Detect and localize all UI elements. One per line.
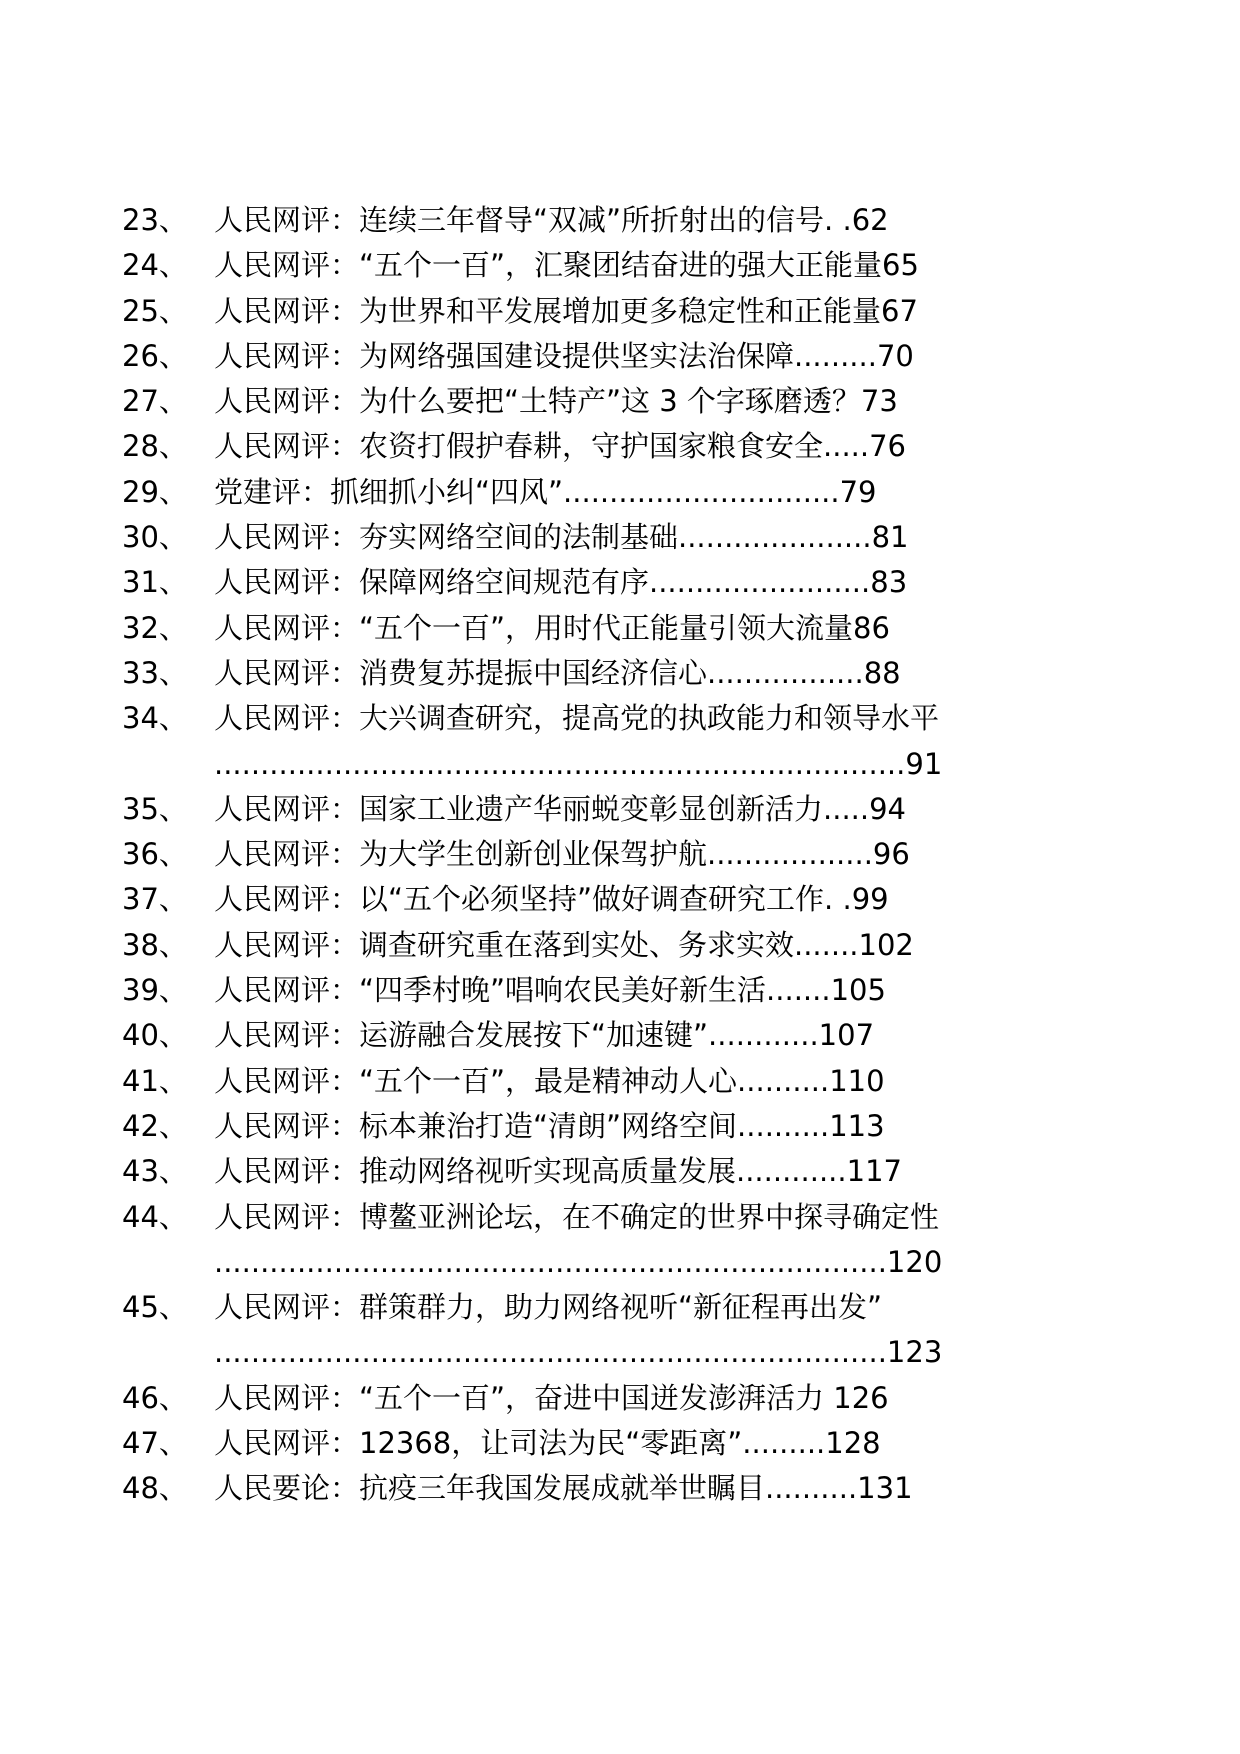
toc-entry-number: 43、 bbox=[122, 1154, 188, 1189]
toc-entry-title-line: 人民要论：抗疫三年我国发展成就举世瞩目..........131 bbox=[214, 1471, 913, 1506]
toc-entry-title-line: 人民网评：为世界和平发展增加更多稳定性和正能量67 bbox=[214, 293, 918, 328]
toc-entry-title bbox=[214, 1285, 1076, 1376]
toc-entry[interactable] bbox=[122, 1104, 1082, 1149]
toc-entry-title-line: 人民网评：连续三年督导“双减”所折射出的信号. .62 bbox=[214, 203, 889, 237]
toc-entry-number: 40、 bbox=[122, 1018, 188, 1053]
toc-entry-title bbox=[214, 1149, 1076, 1194]
toc-entry[interactable] bbox=[122, 923, 1082, 968]
toc-entry-number: 44、 bbox=[122, 1199, 188, 1234]
toc-entry-title bbox=[214, 1466, 1076, 1511]
toc-entry[interactable] bbox=[122, 560, 1082, 605]
toc-entry-title-line: 人民网评：为什么要把“土特产”这 3 个字琢磨透？73 bbox=[214, 384, 898, 419]
toc-entry-title bbox=[214, 1376, 1076, 1421]
toc-entry[interactable] bbox=[122, 832, 1082, 877]
toc-entry[interactable] bbox=[122, 198, 1082, 243]
toc-entry[interactable] bbox=[122, 1421, 1082, 1466]
toc-entry-title-line: 人民网评：国家工业遗产华丽蜕变彰显创新活力.....94 bbox=[214, 791, 906, 826]
toc-entry-title-line: 人民网评：推动网络视听实现高质量发展............117 bbox=[214, 1154, 902, 1189]
toc-entry-title-line: 人民网评：“五个一百”，奋进中国迸发澎湃活力 126 bbox=[214, 1380, 889, 1415]
toc-entry-title bbox=[214, 1059, 1076, 1104]
toc-entry-title-line: 人民网评：“五个一百”，汇聚团结奋进的强大正能量65 bbox=[214, 248, 919, 283]
toc-entry[interactable] bbox=[122, 243, 1082, 288]
toc-entry-title bbox=[214, 198, 1076, 243]
toc-entry-number: 41、 bbox=[122, 1063, 188, 1098]
toc-entry-title bbox=[214, 560, 1076, 605]
toc-entry-title bbox=[214, 787, 1076, 832]
toc-entry-number: 32、 bbox=[122, 610, 188, 645]
toc-entry[interactable] bbox=[122, 787, 1082, 832]
toc-entry-number: 23、 bbox=[122, 203, 188, 237]
toc-entry[interactable] bbox=[122, 1059, 1082, 1104]
toc-entry-number: 35、 bbox=[122, 791, 188, 826]
toc-entry-title bbox=[214, 651, 1076, 696]
toc-entry-title bbox=[214, 1104, 1076, 1149]
toc-entry-number: 25、 bbox=[122, 293, 188, 328]
toc-entry-title bbox=[214, 696, 1076, 787]
table-of-contents bbox=[122, 198, 1082, 1512]
toc-entry[interactable] bbox=[122, 651, 1082, 696]
toc-entry-title-line: 人民网评：消费复苏提振中国经济信心.................88 bbox=[214, 655, 901, 690]
toc-entry-number: 34、 bbox=[122, 701, 188, 736]
toc-entry-title bbox=[214, 515, 1076, 560]
toc-entry[interactable] bbox=[122, 379, 1082, 424]
toc-entry-title bbox=[214, 379, 1076, 424]
toc-entry-number: 24、 bbox=[122, 248, 188, 283]
toc-entry[interactable] bbox=[122, 1376, 1082, 1421]
toc-entry-number: 33、 bbox=[122, 655, 188, 690]
toc-entry-number: 46、 bbox=[122, 1380, 188, 1415]
toc-entry-number: 39、 bbox=[122, 973, 188, 1008]
toc-entry-title-line: 人民网评：12368，让司法为民“零距离”.........128 bbox=[214, 1426, 881, 1461]
toc-entry-title-line: 人民网评：以“五个必须坚持”做好调查研究工作. .99 bbox=[214, 882, 889, 917]
toc-entry-title-line: 人民网评：保障网络空间规范有序........................83 bbox=[214, 565, 908, 600]
toc-entry-title bbox=[214, 968, 1076, 1013]
toc-entry-title-line: 人民网评：为大学生创新创业保驾护航..................96 bbox=[214, 837, 910, 872]
toc-entry[interactable] bbox=[122, 515, 1082, 560]
toc-entry-title-line: 人民网评：“五个一百”，用时代正能量引领大流量86 bbox=[214, 610, 890, 645]
toc-entry-number: 37、 bbox=[122, 882, 188, 917]
toc-entry-number: 27、 bbox=[122, 384, 188, 419]
toc-entry-title-line: 人民网评：博鳌亚洲论坛，在不确定的世界中探寻确定性 bbox=[214, 1199, 940, 1234]
toc-entry-title-line: 人民网评：夯实网络空间的法制基础.....................81 bbox=[214, 520, 909, 555]
toc-entry-title-line: 人民网评：“四季村晚”唱响农民美好新生活.......105 bbox=[214, 973, 886, 1008]
toc-entry[interactable] bbox=[122, 877, 1082, 922]
toc-entry-title bbox=[214, 606, 1076, 651]
toc-entry-number: 42、 bbox=[122, 1108, 188, 1143]
toc-entry-number: 45、 bbox=[122, 1290, 188, 1325]
toc-entry-title bbox=[214, 289, 1076, 334]
toc-entry-title bbox=[214, 1421, 1076, 1466]
toc-entry[interactable] bbox=[122, 606, 1082, 651]
toc-entry-title-line: 人民网评：为网络强国建设提供坚实法治保障.........70 bbox=[214, 338, 914, 373]
toc-entry-number: 26、 bbox=[122, 338, 188, 373]
toc-entry-title-line: 人民网评：农资打假护春耕，守护国家粮食安全.....76 bbox=[214, 429, 906, 464]
toc-entry-title-line: 人民网评：群策群力，助力网络视听“新征程再出发” bbox=[214, 1290, 883, 1325]
toc-entry-number: 47、 bbox=[122, 1426, 188, 1461]
toc-entry-number: 29、 bbox=[122, 474, 188, 509]
toc-entry[interactable] bbox=[122, 1149, 1082, 1194]
toc-entry-title bbox=[214, 243, 1076, 288]
toc-entry-title bbox=[214, 424, 1076, 469]
toc-entry-title-line: 人民网评：运游融合发展按下“加速键”............107 bbox=[214, 1018, 875, 1053]
toc-entry-leader-line: .........................................................................120 bbox=[214, 1244, 943, 1279]
toc-entry-title bbox=[214, 923, 1076, 968]
toc-entry-title-line: 人民网评：“五个一百”，最是精神动人心..........110 bbox=[214, 1063, 885, 1098]
toc-entry-title bbox=[214, 877, 1076, 922]
toc-entry-title bbox=[214, 1195, 1076, 1286]
toc-entry[interactable] bbox=[122, 696, 1082, 787]
toc-entry[interactable] bbox=[122, 289, 1082, 334]
toc-entry-leader-line: .........................................................................123 bbox=[214, 1335, 943, 1370]
toc-entry-leader-line: ...........................................................................91 bbox=[214, 746, 943, 781]
toc-entry[interactable] bbox=[122, 424, 1082, 469]
toc-entry-title-line: 人民网评：大兴调查研究，提高党的执政能力和领导水平 bbox=[214, 701, 940, 736]
toc-entry-title bbox=[214, 470, 1076, 515]
toc-entry-number: 30、 bbox=[122, 520, 188, 555]
toc-entry[interactable] bbox=[122, 334, 1082, 379]
toc-entry[interactable] bbox=[122, 1285, 1082, 1376]
toc-entry-title-line: 人民网评：标本兼治打造“清朗”网络空间..........113 bbox=[214, 1108, 885, 1143]
toc-entry-number: 38、 bbox=[122, 927, 188, 962]
toc-entry-number: 36、 bbox=[122, 837, 188, 872]
toc-entry-title bbox=[214, 1013, 1076, 1058]
toc-entry[interactable] bbox=[122, 968, 1082, 1013]
toc-entry-title bbox=[214, 832, 1076, 877]
toc-entry-number: 48、 bbox=[122, 1471, 188, 1506]
toc-entry-title bbox=[214, 334, 1076, 379]
toc-entry[interactable] bbox=[122, 1195, 1082, 1286]
toc-entry-title-line: 党建评：抓细抓小纠“四风”..............................79 bbox=[214, 474, 877, 509]
toc-entry[interactable] bbox=[122, 1013, 1082, 1058]
toc-entry-number: 31、 bbox=[122, 565, 188, 600]
toc-entry-title-line: 人民网评：调查研究重在落到实处、务求实效.......102 bbox=[214, 927, 914, 962]
toc-entry[interactable] bbox=[122, 1466, 1082, 1511]
toc-entry-number: 28、 bbox=[122, 429, 188, 464]
toc-entry[interactable] bbox=[122, 470, 1082, 515]
